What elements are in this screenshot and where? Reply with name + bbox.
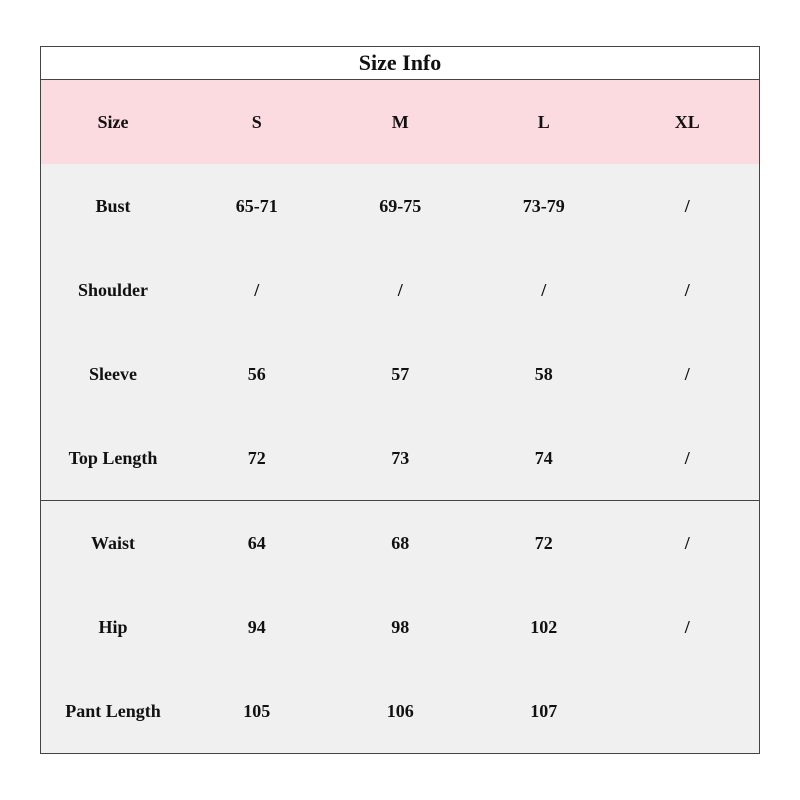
row-label: Top Length: [68, 447, 158, 468]
cell-value: 57: [391, 363, 410, 384]
cell-value: /: [541, 279, 547, 300]
cell-value: 72: [247, 447, 266, 468]
table-row-sleeve: [41, 332, 759, 416]
cell-value: /: [684, 363, 690, 384]
header-size-l: L: [537, 111, 550, 132]
table-header-row: [41, 80, 759, 164]
header-size-s: S: [251, 111, 262, 132]
cell-value: 94: [247, 616, 266, 637]
size-chart-table: [40, 46, 760, 754]
header-size-xl: XL: [674, 111, 700, 132]
cell-value: /: [684, 447, 690, 468]
table-row-top-length: [41, 416, 759, 501]
cell-value: /: [684, 195, 690, 216]
cell-value: 68: [391, 532, 410, 553]
cell-value: 69-75: [379, 195, 422, 216]
table-title: Size Info: [41, 47, 759, 80]
cell-value: 72: [534, 532, 553, 553]
table-row-pant-length: [41, 669, 759, 753]
cell-value: 106: [386, 700, 414, 721]
cell-value: 58: [534, 363, 553, 384]
cell-value: 73: [391, 447, 410, 468]
cell-value: 107: [530, 700, 558, 721]
header-size-m: M: [391, 111, 409, 132]
cell-value: 74: [534, 447, 553, 468]
cell-value: 98: [391, 616, 410, 637]
cell-value: /: [684, 616, 690, 637]
table-row-waist: [41, 501, 759, 585]
cell-value: [616, 669, 760, 753]
cell-value: /: [684, 279, 690, 300]
cell-value: /: [397, 279, 403, 300]
table-row-shoulder: [41, 248, 759, 332]
row-label: Sleeve: [89, 363, 137, 384]
row-label: Bust: [95, 195, 131, 216]
cell-value: 102: [530, 616, 558, 637]
cell-value: 105: [243, 700, 271, 721]
row-label: Hip: [98, 616, 128, 637]
cell-value: 65-71: [235, 195, 278, 216]
cell-value: /: [254, 279, 260, 300]
row-label: Shoulder: [77, 279, 149, 300]
header-size-label: Size: [97, 111, 129, 132]
cell-value: /: [684, 532, 690, 553]
cell-value: 64: [247, 532, 266, 553]
table-row-bust: [41, 164, 759, 248]
cell-value: 73-79: [522, 195, 565, 216]
row-label: Waist: [90, 532, 135, 553]
table-row-hip: [41, 585, 759, 669]
row-label: Pant Length: [65, 700, 161, 721]
cell-value: 56: [247, 363, 266, 384]
